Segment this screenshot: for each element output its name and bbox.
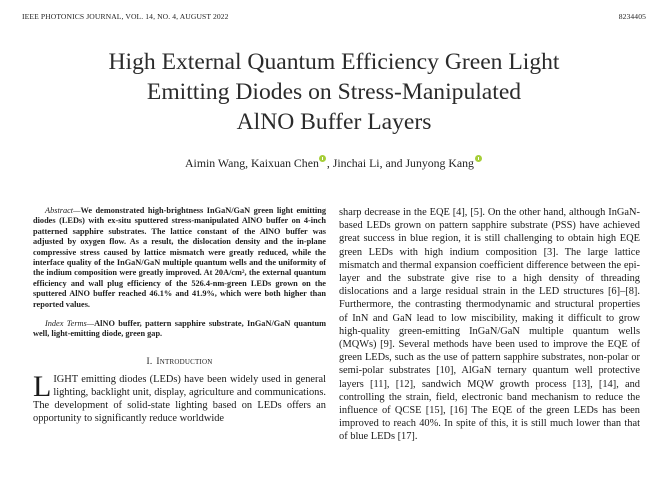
index-terms-text: AlNO buffer, pattern sapphire substrate, InGaN/GaN quantum well, light-emitting diode, green gap. (33, 319, 326, 339)
journal-citation: IEEE PHOTONICS JOURNAL, VOL. 14, NO. 4, AUGUST 2022 (22, 12, 229, 21)
title-line: Emitting Diodes on Stress-Manipulated (146, 79, 522, 105)
drop-cap: L (33, 369, 52, 403)
section-title: Introduction (156, 356, 213, 367)
left-column (33, 206, 326, 426)
right-column (339, 206, 640, 444)
abstract (33, 206, 326, 310)
orcid-icon[interactable] (475, 155, 482, 162)
title-line: High External Quantum Efficiency Green Light (108, 49, 560, 75)
author-names-2: , Jinchai Li, and Junyong Kang (326, 156, 474, 170)
abstract-text: We demonstrated high-brightness InGaN/GaN green light emitting diodes (LEDs) with ex-situ sputtered stress-manipulated AlNO buffer on 4-inch patterned sapphire substrates. The lattice constant of the AlNO buffer was adjusted by oxygen flow. As a result, the dislocation density and the in-plane compressive stress caused by lattice mismatch were greatly reduced, while the interface quality of the InGaN/GaN multiple quantum wells and the uniformity of the indium composition were greatly improved. At 20A/cm², the external quantum efficiency and wall plug efficiency of the 526.4-nm-green LEDs grown on the sputtered AlNO buffer reached 46.1% and 41.9%, which were both higher than reported values. (33, 206, 326, 309)
body-paragraph: sharp decrease in the EQE [4], [5]. On the other hand, although InGaN-based LEDs grown on pattern sapphire substrate (PSS) have achieved great success in blue region, it is still challenging to obtain high EQE green LEDs with high indium composition [3]. The large lattice mismatch and thermal expansion coefficient difference between the epi-layer and the substrate give rise to a high density of threading dislocations and a large residual strain in the LED structures [6]–[8]. Furthermore, the contrasting thermodynamic and structural properties of InN and GaN lead to low miscibility, making it difficult to grow high-quality green-emitting InGaN/GaN multiple quantum wells (MQWs) [9]. Several methods have been used to improve the EQE of green LEDs, such as the use of pattern sapphire substrates, non-polar or semi-polar substrates [10], AlGaN ternary quantum well protective layers [11], [12], sandwich MQW growth process [13], [14], and controlling the strain, field, electronic band mechanism to reduce the influence of QCSE [15], [16] The EQE of the green LEDs has been improved to reach 40%. In spite of this, it is still much lower than that of blue LEDs [17]. (339, 207, 640, 443)
paper-title (40, 47, 628, 137)
abstract-label: Abstract— (45, 206, 81, 215)
index-terms (33, 319, 326, 340)
introduction-text: IGHT emitting diodes (LEDs) have been widely used in general lighting, backlight unit, display, agriculture and communications. The development of solid-state lighting based on LEDs offers an opportunity to significantly reduce worldwide (33, 373, 326, 425)
index-terms-label: Index Terms— (45, 319, 95, 329)
section-heading (33, 357, 326, 367)
introduction-paragraph (33, 369, 326, 426)
section-number: I. (146, 356, 153, 367)
author-list (40, 155, 628, 171)
article-number: 8234405 (618, 12, 646, 21)
author-names-1: Aimin Wang, Kaixuan Chen (185, 156, 319, 170)
title-line: AlNO Buffer Layers (236, 109, 432, 135)
orcid-icon[interactable] (319, 155, 326, 162)
